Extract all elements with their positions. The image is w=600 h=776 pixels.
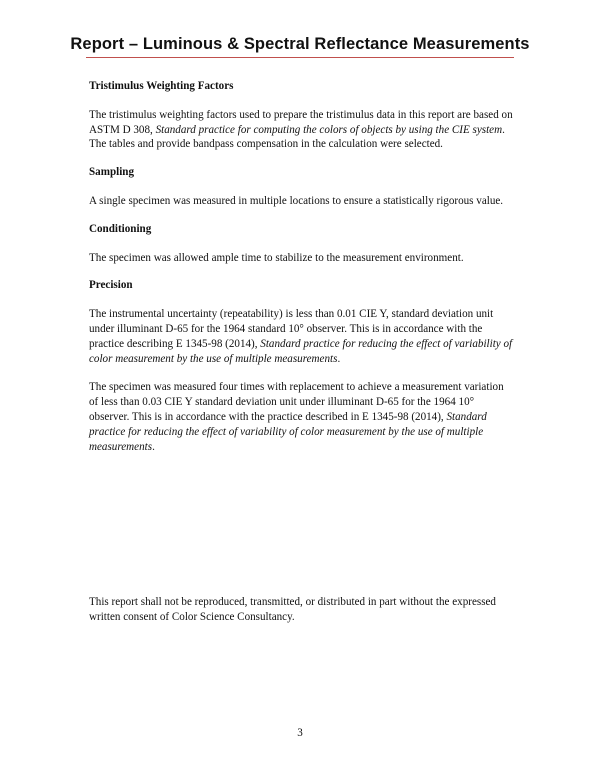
section-heading-tristimulus: Tristimulus Weighting Factors <box>89 80 234 92</box>
precision-p2-end: . <box>152 440 155 453</box>
sampling-paragraph: A single specimen was measured in multiple locations to ensure a statistically rigorous value. <box>89 194 504 207</box>
precision-p2-text: The specimen was measured four times with replacement to achieve a measurement variation of less than 0.03 CIE Y standard deviation unit under illuminant D-65 for the 1964 10° observer. This is in accordance with the practice described in E 1345-98 (2014), <box>89 381 504 423</box>
copyright-notice: This report shall not be reproduced, transmitted, or distributed in part without the expressed written consent of Color Science Consultancy. <box>89 596 496 623</box>
section-heading-sampling: Sampling <box>89 166 135 179</box>
precision-p1-text: The instrumental uncertainty (repeatability) is less than 0.01 CIE Y, standard deviation unit under illuminant D-65 for the 1964 standard 10° observer. This is in accordance with the practice describing E 1345-98 (2014), <box>89 308 494 350</box>
tristimulus-text-end: . The tables and provide bandpass compensation in the calculation were selected. <box>89 123 505 151</box>
report-body <box>89 79 514 454</box>
page-number: 3 <box>297 727 303 739</box>
precision-paragraph-1 <box>89 307 514 366</box>
report-title: Report – Luminous & Spectral Reflectance Measurements <box>70 35 530 53</box>
section-heading-conditioning: Conditioning <box>89 222 152 235</box>
page-header <box>0 0 600 60</box>
conditioning-paragraph: The specimen was allowed ample time to stabilize to the measurement environment. <box>89 251 464 264</box>
tristimulus-paragraph <box>89 108 514 152</box>
precision-p2-standard-title: Standard practice for reducing the effect of variability of color measurement by the use of multiple measurements <box>89 410 487 453</box>
precision-p1-end: . <box>337 352 341 365</box>
precision-p1-standard-title: Standard practice for reducing the effect of variability of color measurement by the use of multiple measurements <box>89 337 513 365</box>
tristimulus-standard-title: Standard practice for computing the colors of objects by using the CIE system <box>155 123 503 136</box>
section-heading-precision: Precision <box>89 279 133 292</box>
precision-paragraph-2 <box>89 380 514 454</box>
tristimulus-text-start: The tristimulus weighting factors used to prepare the tristimulus data in this report are based on ASTM D 308, <box>89 108 513 136</box>
header-divider <box>86 57 514 58</box>
